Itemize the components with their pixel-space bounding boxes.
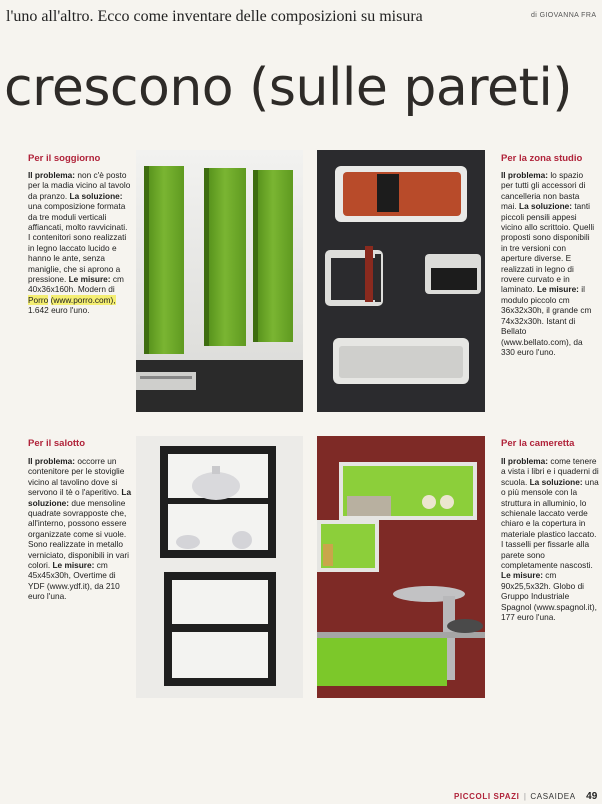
solution-label: La soluzione: [529,476,583,487]
measures-label: Le misure: [68,274,111,285]
solution-label: La soluzione: [28,487,132,508]
article-tagline: l'uno all'altro. Ecco come inventare delle composizioni su misura [6,8,423,25]
problem-text: non c'è posto per la madia vicino al tavolo da pranzo. [28,170,131,201]
text-zona-studio [501,170,597,357]
solution-text: tanti piccoli pensili appesi vicino allo scrittoio. Quelli proposti sono disponibili in tre versioni con aperture diverse. E realizzati in legno di rovere curvato e in laminato. [501,201,595,295]
text-salotto [28,456,134,602]
problem-text: come tenere a vista i libri e i quaderni di scuola. [501,456,599,487]
heading-zona-studio: Per la zona studio [501,153,583,164]
footer-separator: | [523,792,526,801]
text-cameretta [501,456,599,623]
solution-text: una o più mensole con la struttura in alluminio, lo schienale laccato verde chiaro e la copertura in materiale plastico laccato. I tasselli per fissarle alla parete sono completamente nascosti. [501,476,599,571]
heading-salotto: Per il salotto [28,438,86,449]
solution-label: La soluzione: [519,201,573,212]
measures-label: Le misure: [501,570,543,581]
problem-label: Il problema: [28,170,76,180]
heading-cameretta: Per la cameretta [501,438,575,449]
solution-text: una composizione formata da tre moduli verticali affiancati, molto ravvicinati. I contenitori sono realizzati in legno laccato lucido e hanno le ante, senza maniglie, che si aprono a pressione. [28,201,128,285]
price: 1.642 euro l'uno. [28,305,90,316]
photo-square-shelves [136,436,303,698]
problem-text: lo spazio per tutti gli accessori di cancelleria non basta mai. [501,170,586,212]
heading-soggiorno: Per il soggiorno [28,153,101,164]
text-soggiorno [28,170,132,316]
solution-text: due mensoline quadrate sovrapposte che, all'interno, possono essere organizzate come si vuole. Sono realizzate in metallo verniciato, disponibili in vari colori. [28,497,129,571]
brand-website: (www.porro.com), [50,294,116,305]
measures-text: cm 45x45x30h, Overtime di YDF (www.ydf.it), da 210 euro l'una. [28,560,120,602]
measures-text: cm 90x25,5x32h. Globo di Gruppo Industriale Spagnol (www.spagnol.it), 177 euro l'una. [501,570,597,623]
photo-kids-room [317,436,485,698]
footer-magazine: CASAIDEA [530,792,576,801]
problem-text: occorre un contenitore per le stoviglie vicino al tavolino dove si servono il tè o l'aperitivo. [28,456,125,498]
problem-label: Il problema: [501,456,549,466]
page-number: 49 [586,791,598,802]
photo-square-shelves-svg [136,436,303,698]
photo-green-modules-svg [136,150,303,412]
photo-curved-shelves [317,150,485,412]
photo-curved-shelves-svg [317,150,485,412]
photo-green-modules [136,150,303,412]
measures-text: cm 40x36x160h. Modern di [28,274,124,295]
article-title: crescono (sulle pareti) [4,58,573,118]
footer-section: PICCOLI SPAZI [454,792,520,801]
measures-label: Le misure: [536,284,579,295]
problem-label: Il problema: [28,456,76,466]
measures-text: il modulo piccolo cm 36x32x30h, il grande cm 74x32x30h. Istant di Bellato (www.bellato.com), da 330 euro l'uno. [501,284,592,357]
problem-label: Il problema: [501,170,549,180]
author-byline: di GIOVANNA FRA [531,12,597,19]
solution-label: La soluzione: [69,190,123,201]
page-footer [454,786,597,804]
measures-label: Le misure: [52,560,95,571]
photo-kids-room-svg [317,436,485,698]
brand-name: Porro [28,294,49,305]
